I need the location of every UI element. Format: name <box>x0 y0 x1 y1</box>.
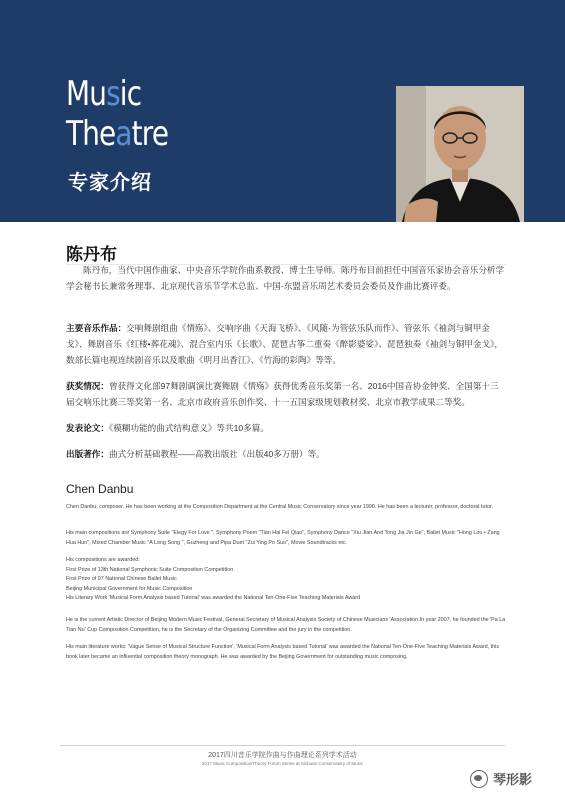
english-award-item: Beijing Municipal Government for Music Composition <box>66 585 193 592</box>
awards-label: 获奖情况： <box>66 381 109 391</box>
papers-paragraph <box>66 420 506 436</box>
english-awards-list <box>66 556 506 604</box>
intro-paragraph <box>66 262 506 294</box>
works-paragraph <box>66 320 506 368</box>
english-award-item: His Literary Work 'Musical Form Analysis based Tutorial' was awarded the National Ten-One-Five Teaching Materials Award <box>66 595 361 601</box>
wechat-icon <box>470 770 488 788</box>
page-title: 专家介绍 <box>68 172 152 194</box>
watermark-text: 琴形影 <box>493 772 533 787</box>
brand-line-theatre: Theatre <box>66 114 169 154</box>
books-label: 出版著作： <box>66 449 109 459</box>
english-award-item: First Prize of 97 National Chinese Ballet Music <box>66 576 177 582</box>
books-text: 曲式分析基础教程——高教出版社（出版40多万册）等。 <box>108 449 325 459</box>
english-paragraph-4: His main literature works: 'Vague Sense of Musical Structure Function', 'Musical Form Analysis based Tutorial' was awarded the National Ten-One-Five Teaching Materials Award, this book later became an influential composition theory monograph. He was awarded by the Beijing Government for outstanding music composing. <box>66 644 500 660</box>
papers-label: 发表论文： <box>66 423 109 433</box>
intro-text: 陈丹布，当代中国作曲家、中央音乐学院作曲系教授、博士生导师。陈丹布目前担任中国音乐家协会音乐分析学学会秘书长兼常务理事、北京现代音乐节学术总监、中国-东盟音乐周艺术委员会委员及作曲比赛评委。 <box>66 265 505 291</box>
works-text: 交响舞剧组曲《情殇》、交响序曲《天海飞桥》、《风随-为管弦乐队而作》、管弦乐《袖剑与铜甲金戈》、舞剧音乐《红楼•葬花魂》、混合室内乐《长歌》、琵琶古筝二重奏《醉影婆娑》、琵琶独奏《袖剑与铜甲金戈》，数部长篇电视连续剧音乐以及歌曲《明月出香江》、《竹海的彩陶》等等。 <box>66 323 503 365</box>
portrait-photo <box>396 86 524 222</box>
header-banner <box>0 0 565 222</box>
english-paragraph-1: Chen Danbu, composer. He has been working at the Composition Department at the Central Music Conservatory since year 1990. He has been a lecturer, professor, doctoral tutor. <box>66 504 493 510</box>
footer-event-title: 2017四川音乐学院作曲与作曲理论系列学术活动 <box>208 752 357 759</box>
awards-text: 曾获得文化部97舞剧调演比赛舞剧《情殇》获得优秀音乐奖第一名、2016中国音协金钟奖、全国第十三届交响乐比赛三等奖第一名、北京市政府音乐创作奖、十一五国家级规划教材奖、北京市教学成果二等奖。 <box>66 381 499 407</box>
awards-paragraph <box>66 378 506 410</box>
expert-name: 陈丹布 <box>66 245 117 264</box>
footer-event-title-en: 2017 Music Composition/Theory Forum Series at Sichuan Conservatory of Music <box>201 761 364 766</box>
papers-text: 《模糊功能的曲式结构意义》等共10多篇。 <box>108 423 269 433</box>
brand-line-music: Music <box>66 74 142 114</box>
watermark <box>470 769 532 788</box>
books-paragraph <box>66 446 506 462</box>
music-theatre-logo <box>66 74 191 154</box>
english-award-item: First Prize of 13th National Symphonic Suite Composition Competition <box>66 566 234 573</box>
works-label: 主要音乐作品： <box>66 323 127 333</box>
english-awards-intro: His compositions are awarded: <box>66 557 140 563</box>
english-paragraph-3: He is the current Artistic Director of Beijing Modern Music Festival, General Secretary of Musical Analysis Society of Chinese Musicians 'Association.In year 2007, he founded the 'Pa La Tian Nu' Cup Composition Competition, he is the Secretary of the Organizing Committee and the jury in the competition. <box>66 617 506 633</box>
english-paragraph-2: His main compositions are Symphony Suite "Elegy For Love ", Symphony Poem "Tian Hai Fei Qiao", Symphony Dance "Xiu Jian And Tong Jia Jin Ge", Ballet Music "Hong Lou • Zang Hua Hun", Mixed Chamber Music "A Long Song ", Guzheng and Pipa Duet "Zui Ying Po Suo", Movie Soundtracks etc. <box>66 530 500 546</box>
footer-divider <box>60 745 505 746</box>
english-name: Chen Danbu <box>66 482 134 496</box>
